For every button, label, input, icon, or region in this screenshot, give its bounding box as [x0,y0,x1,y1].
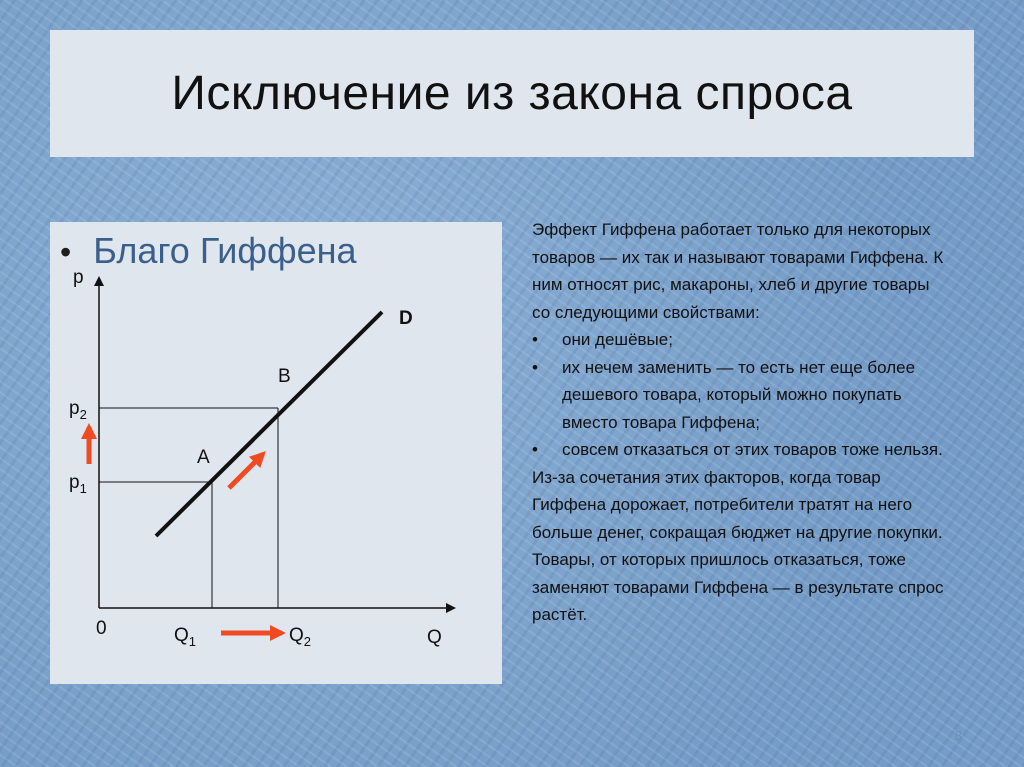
demand-curve-d [156,312,382,536]
q2-label: $Q_2$ [289,625,312,649]
origin-label: 0 [96,618,107,639]
p2-label: $p_2$ [69,398,87,422]
q1-label: $Q_1$ [174,625,197,649]
slide-title: Исключение из закона спроса [171,67,853,120]
p-axis-label: p [73,267,84,288]
list-item: • они дешёвые; [532,326,952,354]
explanation-text [532,216,952,629]
p1-label: $p_1$ [69,472,87,496]
list-item: • совсем отказаться от этих товаров тоже нельзя. [532,436,952,464]
page-number: 8 [954,728,962,743]
bullet-heading-text: Благо Гиффена [93,230,357,271]
point-a-label: A [197,447,210,468]
intro-paragraph: Эффект Гиффена работает только для некоторых товаров — их так и называют товарами Гиффена. К ним относят рис, макароны, хлеб и другие товары со следующими свойствами: [532,220,944,322]
point-b-label: B [278,366,291,387]
conclusion-paragraph: Из-за сочетания этих факторов, когда товар Гиффена дорожает, потребители тратят на него больше денег, сокращая бюджет на другие покупки. Товары, от которых пришлось отказаться, тоже заменяют товарами Гиффена — в результате спрос растёт. [532,467,944,624]
properties-list [532,326,952,464]
title-box [50,30,974,157]
list-item: • их нечем заменить — то есть нет еще более дешевого товара, который можно покупать вместо товара Гиффена; [532,354,952,437]
bullet-dot-icon: • [60,234,72,270]
q-axis-label: Q [427,627,442,648]
giffen-demand-diagram [50,222,502,684]
curve-d-label: D [399,308,413,329]
